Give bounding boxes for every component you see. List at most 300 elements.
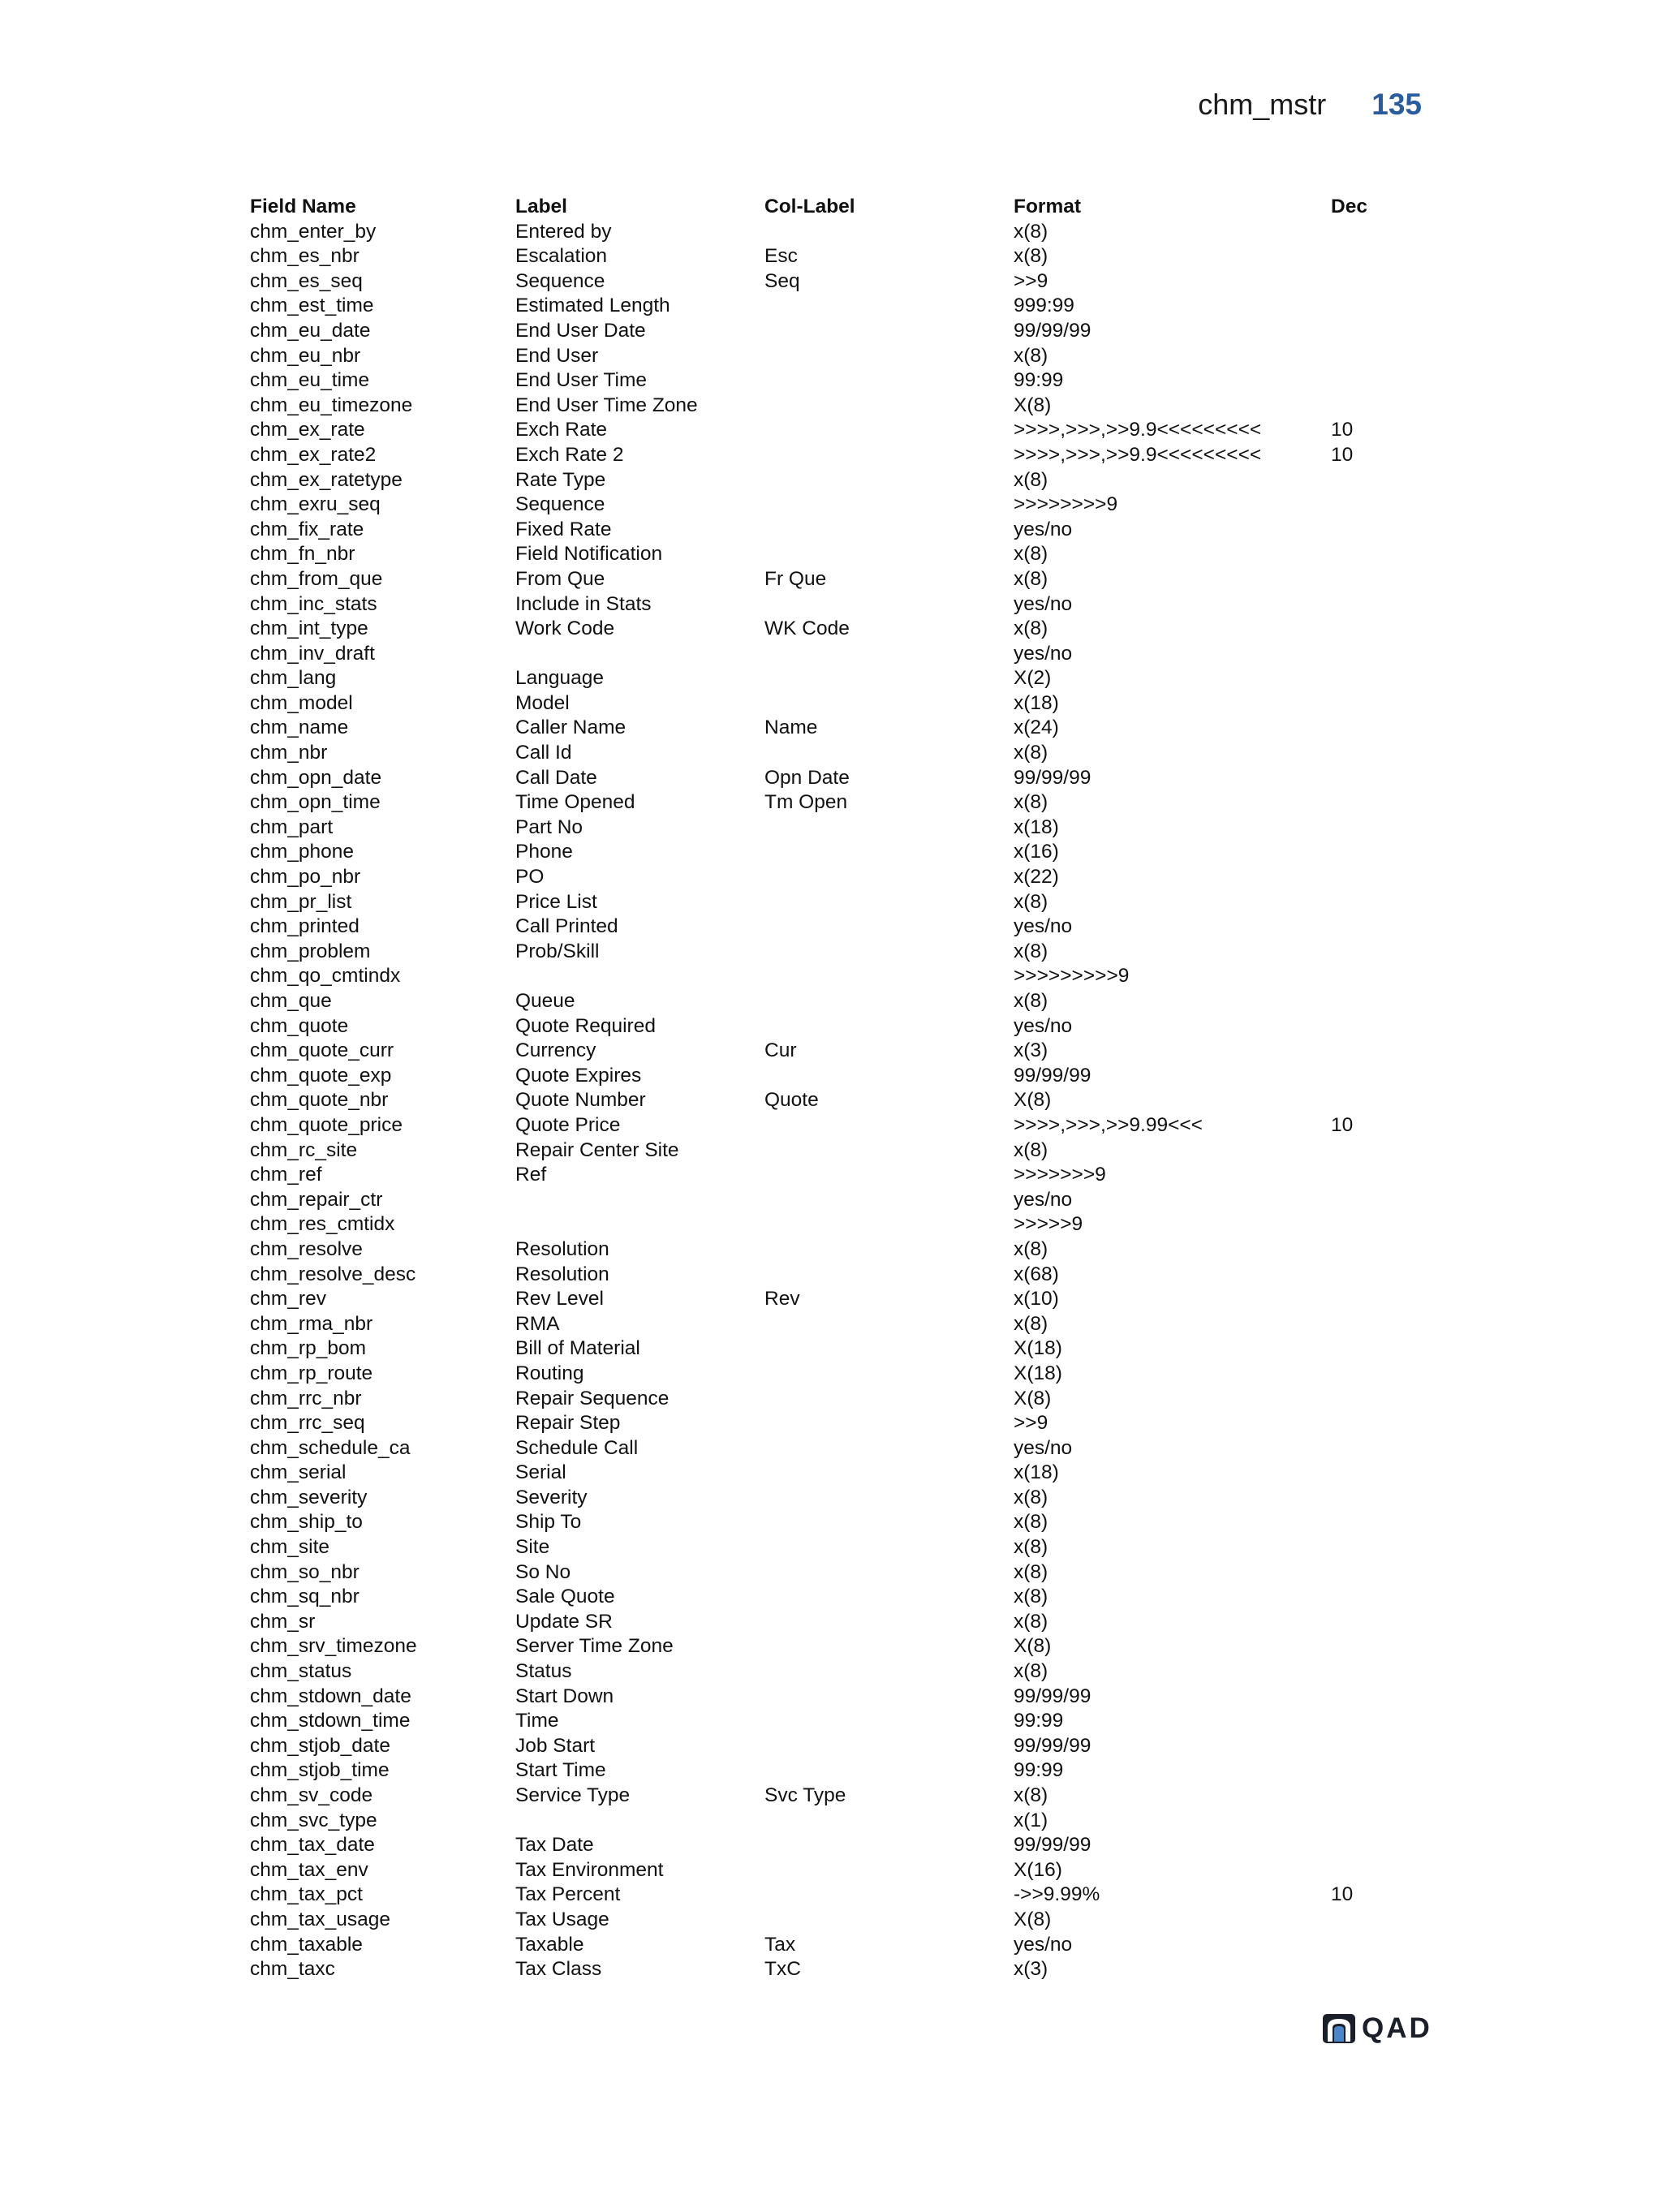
cell-label: Currency: [515, 1039, 596, 1062]
cell-field-name: chm_sv_code: [250, 1784, 373, 1806]
cell-format: X(8): [1014, 1635, 1052, 1658]
cell-col-label: [764, 319, 1014, 344]
table-row: [250, 890, 1396, 915]
cell-dec: [1331, 1163, 1396, 1188]
cell-format: x(8): [1014, 468, 1048, 491]
cell-col-label: [764, 344, 1014, 369]
cell-field-name: chm_phone: [250, 841, 355, 863]
cell-col-label: Rev: [764, 1288, 800, 1310]
cell-dec: [1331, 642, 1396, 667]
cell-dec: [1331, 1014, 1396, 1039]
cell-format: >>>>,>>>,>>9.99<<<: [1014, 1113, 1203, 1136]
cell-col-label: Svc Type: [764, 1784, 846, 1806]
cell-col-label: Tax: [764, 1933, 796, 1956]
table-row: [250, 468, 1396, 493]
table-row: [250, 940, 1396, 965]
cell-label: Estimated Length: [515, 295, 670, 317]
table-row: [250, 1212, 1396, 1237]
cell-label: End User Date: [515, 319, 646, 342]
cell-field-name: chm_es_seq: [250, 269, 363, 292]
cell-col-label: [764, 1113, 1014, 1138]
cell-label: Sequence: [515, 269, 605, 292]
cell-label: Site: [515, 1536, 550, 1559]
cell-field-name: chm_ex_rate2: [250, 443, 377, 466]
cell-field-name: chm_svc_type: [250, 1809, 377, 1831]
cell-label: Rev Level: [515, 1288, 604, 1310]
table-row: [250, 244, 1396, 269]
cell-col-label: [764, 1809, 1014, 1834]
cell-dec: [1331, 816, 1396, 841]
cell-dec: [1331, 964, 1396, 989]
cell-format: x(8): [1014, 1486, 1048, 1508]
table-row: [250, 790, 1396, 816]
cell-dec: [1331, 1387, 1396, 1412]
table-row: [250, 741, 1396, 766]
cell-label: Tax Percent: [515, 1883, 621, 1906]
cell-col-label: Cur: [764, 1039, 797, 1062]
table-row: [250, 1436, 1396, 1461]
cell-field-name: chm_quote_nbr: [250, 1089, 389, 1112]
cell-dec: [1331, 493, 1396, 518]
cell-format: >>>>>>>>>9: [1014, 965, 1130, 988]
cell-format: x(8): [1014, 1312, 1048, 1335]
cell-format: x(8): [1014, 1610, 1048, 1633]
table-row: [250, 1387, 1396, 1412]
cell-dec: [1331, 1263, 1396, 1288]
cell-label: Quote Required: [515, 1014, 656, 1037]
table-row: [250, 294, 1396, 319]
table-row: [250, 418, 1396, 443]
cell-col-label: [764, 443, 1014, 468]
table-row: [250, 592, 1396, 618]
cell-format: X(16): [1014, 1858, 1062, 1881]
cell-dec: [1331, 865, 1396, 890]
cell-col-label: [764, 1685, 1014, 1710]
cell-label: Tax Date: [515, 1834, 594, 1857]
cell-field-name: chm_rrc_nbr: [250, 1387, 362, 1409]
cell-col-label: [764, 1188, 1014, 1213]
cell-label: Call Date: [515, 766, 597, 789]
cell-field-name: chm_so_nbr: [250, 1560, 360, 1583]
cell-format: x(8): [1014, 567, 1048, 590]
cell-field-name: chm_fn_nbr: [250, 543, 355, 566]
cell-label: End User Time: [515, 369, 648, 392]
cell-field-name: chm_exru_seq: [250, 493, 381, 516]
cell-format: 99:99: [1014, 1759, 1064, 1782]
cell-dec: [1331, 790, 1396, 816]
cell-format: x(8): [1014, 890, 1048, 913]
cell-format: x(8): [1014, 220, 1048, 243]
cell-dec: [1331, 1709, 1396, 1734]
cell-field-name: chm_tax_usage: [250, 1908, 390, 1930]
cell-dec: [1331, 914, 1396, 940]
table-header-row: [250, 195, 1396, 220]
cell-label: Serial: [515, 1461, 566, 1484]
cell-col-label: Quote: [764, 1089, 819, 1112]
table-row: [250, 493, 1396, 518]
cell-col-label: Opn Date: [764, 766, 850, 789]
cell-label: [515, 1809, 764, 1834]
cell-field-name: chm_tax_date: [250, 1834, 375, 1857]
cell-dec: [1331, 294, 1396, 319]
cell-col-label: Fr Que: [764, 567, 827, 590]
cell-col-label: Seq: [764, 269, 800, 292]
cell-col-label: [764, 741, 1014, 766]
table-row: [250, 1957, 1396, 1982]
table-row: [250, 691, 1396, 717]
table-row: [250, 1634, 1396, 1659]
cell-format: yes/no: [1014, 1436, 1073, 1459]
cell-col-label: [764, 1833, 1014, 1858]
cell-col-label: [764, 1411, 1014, 1436]
cell-label: Repair Step: [515, 1412, 621, 1435]
cell-dec: [1331, 368, 1396, 394]
cell-format: yes/no: [1014, 518, 1073, 540]
table-row: [250, 865, 1396, 890]
cell-label: Work Code: [515, 618, 615, 640]
cell-format: X(8): [1014, 1387, 1052, 1409]
cell-label: Exch Rate: [515, 419, 608, 441]
cell-col-label: [764, 840, 1014, 865]
cell-col-label: [764, 1336, 1014, 1362]
table-row: [250, 914, 1396, 940]
cell-label: End User: [515, 344, 599, 367]
cell-col-label: [764, 1014, 1014, 1039]
cell-dec: 10: [1331, 443, 1354, 466]
cell-format: x(3): [1014, 1958, 1048, 1981]
cell-col-label: [764, 418, 1014, 443]
table-row: [250, 1113, 1396, 1138]
cell-label: RMA: [515, 1312, 560, 1335]
qad-logo-text: QAD: [1362, 2012, 1432, 2044]
cell-col-label: [764, 1734, 1014, 1759]
table-row: [250, 1585, 1396, 1610]
cell-dec: [1331, 269, 1396, 295]
cell-col-label: [764, 865, 1014, 890]
table-row: [250, 1933, 1396, 1958]
cell-col-label: [764, 1064, 1014, 1089]
cell-col-label: [764, 1237, 1014, 1263]
cell-format: x(8): [1014, 543, 1048, 566]
page-number: 135: [1371, 88, 1422, 121]
cell-field-name: chm_serial: [250, 1461, 347, 1484]
cell-dec: [1331, 394, 1396, 419]
cell-dec: [1331, 1312, 1396, 1337]
table-row: [250, 1709, 1396, 1734]
cell-label: Quote Price: [515, 1113, 621, 1136]
cell-field-name: chm_taxable: [250, 1933, 363, 1956]
cell-label: Rate Type: [515, 468, 606, 491]
cell-col-label: [764, 1610, 1014, 1635]
cell-format: x(18): [1014, 691, 1059, 714]
cell-label: Job Start: [515, 1734, 596, 1757]
cell-dec: [1331, 1560, 1396, 1586]
cell-dec: [1331, 1634, 1396, 1659]
column-header-dec: Dec: [1331, 196, 1367, 217]
cell-field-name: chm_qo_cmtindx: [250, 965, 401, 988]
cell-dec: [1331, 1064, 1396, 1089]
cell-dec: [1331, 1510, 1396, 1535]
cell-field-name: chm_lang: [250, 667, 337, 690]
cell-label: Call Id: [515, 742, 572, 764]
table-row: [250, 1784, 1396, 1809]
cell-format: x(8): [1014, 1511, 1048, 1534]
table-row: [250, 319, 1396, 344]
cell-format: x(8): [1014, 1784, 1048, 1806]
cell-field-name: chm_resolve: [250, 1237, 363, 1260]
cell-label: Status: [515, 1660, 572, 1683]
cell-format: yes/no: [1014, 1014, 1073, 1037]
cell-label: [515, 642, 764, 667]
table-row: [250, 1039, 1396, 1064]
cell-col-label: [764, 394, 1014, 419]
table-name-heading: chm_mstr: [1198, 88, 1327, 121]
table-row: [250, 964, 1396, 989]
cell-label: Quote Expires: [515, 1064, 642, 1087]
cell-col-label: [764, 1436, 1014, 1461]
cell-format: 99/99/99: [1014, 766, 1091, 789]
cell-col-label: [764, 1312, 1014, 1337]
cell-field-name: chm_printed: [250, 915, 360, 938]
cell-col-label: [764, 542, 1014, 567]
cell-format: yes/no: [1014, 642, 1073, 665]
table-row: [250, 1685, 1396, 1710]
cell-format: x(8): [1014, 1560, 1048, 1583]
cell-col-label: [764, 964, 1014, 989]
cell-field-name: chm_name: [250, 717, 349, 739]
cell-field-name: chm_nbr: [250, 742, 328, 764]
column-header-col-label: Col-Label: [764, 196, 855, 217]
cell-format: X(8): [1014, 1908, 1052, 1930]
cell-label: Service Type: [515, 1784, 631, 1806]
cell-col-label: [764, 493, 1014, 518]
cell-col-label: Esc: [764, 245, 798, 268]
table-row: [250, 1858, 1396, 1883]
cell-label: Prob/Skill: [515, 940, 600, 962]
cell-field-name: chm_rp_route: [250, 1362, 373, 1384]
cell-dec: [1331, 716, 1396, 741]
cell-col-label: TxC: [764, 1958, 801, 1981]
cell-label: Include in Stats: [515, 592, 652, 615]
cell-format: >>>>,>>>,>>9.9<<<<<<<<<: [1014, 443, 1262, 466]
cell-format: yes/no: [1014, 915, 1073, 938]
cell-dec: [1331, 1362, 1396, 1387]
table-row: [250, 394, 1396, 419]
cell-field-name: chm_rc_site: [250, 1138, 358, 1161]
cell-dec: 10: [1331, 1883, 1354, 1906]
table-row: [250, 666, 1396, 691]
cell-dec: [1331, 1486, 1396, 1511]
table-row: [250, 1659, 1396, 1685]
cell-dec: [1331, 220, 1396, 245]
cell-label: Sale Quote: [515, 1586, 615, 1608]
cell-field-name: chm_po_nbr: [250, 866, 361, 889]
cell-dec: [1331, 1461, 1396, 1486]
cell-dec: [1331, 1908, 1396, 1933]
field-definition-table: [250, 195, 1396, 1982]
cell-label: Tax Class: [515, 1958, 602, 1981]
cell-dec: [1331, 1833, 1396, 1858]
table-row: [250, 1088, 1396, 1113]
cell-format: >>9: [1014, 269, 1048, 292]
cell-label: Server Time Zone: [515, 1635, 674, 1658]
table-row: [250, 443, 1396, 468]
cell-label: Time: [515, 1710, 559, 1732]
cell-dec: [1331, 1336, 1396, 1362]
cell-format: x(8): [1014, 940, 1048, 962]
cell-field-name: chm_quote_curr: [250, 1039, 394, 1062]
cell-label: [515, 964, 764, 989]
cell-field-name: chm_eu_timezone: [250, 394, 413, 416]
cell-col-label: [764, 592, 1014, 618]
table-row: [250, 840, 1396, 865]
cell-field-name: chm_que: [250, 990, 332, 1012]
cell-format: 99/99/99: [1014, 1685, 1091, 1707]
cell-col-label: [764, 1461, 1014, 1486]
column-header-label: Label: [515, 196, 567, 217]
cell-col-label: [764, 940, 1014, 965]
cell-col-label: [764, 1560, 1014, 1586]
cell-col-label: [764, 1510, 1014, 1535]
cell-field-name: chm_ship_to: [250, 1511, 363, 1534]
cell-dec: [1331, 1610, 1396, 1635]
cell-dec: [1331, 1758, 1396, 1784]
cell-label: Caller Name: [515, 717, 626, 739]
cell-col-label: [764, 220, 1014, 245]
cell-format: >>>>,>>>,>>9.9<<<<<<<<<: [1014, 419, 1262, 441]
table-row: [250, 1237, 1396, 1263]
table-row: [250, 1908, 1396, 1933]
table-row: [250, 1486, 1396, 1511]
cell-format: x(10): [1014, 1288, 1059, 1310]
cell-col-label: [764, 1362, 1014, 1387]
cell-field-name: chm_eu_date: [250, 319, 371, 342]
cell-dec: [1331, 567, 1396, 592]
cell-col-label: [764, 1585, 1014, 1610]
cell-field-name: chm_tax_pct: [250, 1883, 363, 1906]
cell-field-name: chm_rrc_seq: [250, 1412, 365, 1435]
cell-field-name: chm_status: [250, 1660, 352, 1683]
cell-dec: [1331, 1188, 1396, 1213]
cell-field-name: chm_es_nbr: [250, 245, 360, 268]
cell-col-label: [764, 1883, 1014, 1908]
cell-col-label: [764, 1163, 1014, 1188]
qad-logo: [1323, 2012, 1432, 2045]
table-row: [250, 1883, 1396, 1908]
cell-col-label: [764, 1138, 1014, 1164]
cell-field-name: chm_opn_time: [250, 791, 381, 814]
table-row: [250, 766, 1396, 791]
cell-format: 99:99: [1014, 1710, 1064, 1732]
cell-col-label: [764, 1858, 1014, 1883]
cell-field-name: chm_rp_bom: [250, 1337, 366, 1360]
qad-arch-icon: [1323, 2014, 1355, 2043]
cell-label: Language: [515, 667, 605, 690]
cell-dec: [1331, 1858, 1396, 1883]
cell-format: 99/99/99: [1014, 1734, 1091, 1757]
cell-label: Schedule Call: [515, 1436, 639, 1459]
cell-label: Call Printed: [515, 915, 618, 938]
cell-label: Ref: [515, 1164, 547, 1186]
table-row: [250, 1336, 1396, 1362]
cell-format: 99:99: [1014, 369, 1064, 392]
cell-col-label: [764, 1486, 1014, 1511]
cell-col-label: WK Code: [764, 618, 850, 640]
cell-col-label: [764, 816, 1014, 841]
cell-label: Resolution: [515, 1263, 609, 1285]
cell-dec: [1331, 518, 1396, 543]
cell-dec: [1331, 1685, 1396, 1710]
cell-label: Queue: [515, 990, 575, 1012]
cell-format: x(3): [1014, 1039, 1048, 1062]
cell-dec: [1331, 666, 1396, 691]
table-row: [250, 1734, 1396, 1759]
cell-col-label: [764, 1758, 1014, 1784]
cell-field-name: chm_ex_ratetype: [250, 468, 403, 491]
cell-dec: [1331, 1039, 1396, 1064]
cell-format: x(18): [1014, 816, 1059, 838]
cell-field-name: chm_site: [250, 1536, 330, 1559]
cell-field-name: chm_rev: [250, 1288, 326, 1310]
cell-label: Sequence: [515, 493, 605, 516]
cell-label: Time Opened: [515, 791, 635, 814]
cell-col-label: [764, 890, 1014, 915]
cell-col-label: [764, 691, 1014, 717]
cell-dec: [1331, 766, 1396, 791]
cell-label: Repair Sequence: [515, 1387, 670, 1409]
cell-field-name: chm_eu_time: [250, 369, 370, 392]
cell-dec: [1331, 1436, 1396, 1461]
cell-col-label: Name: [764, 717, 818, 739]
cell-dec: [1331, 617, 1396, 642]
cell-format: ->>9.99%: [1014, 1883, 1100, 1906]
cell-dec: [1331, 1585, 1396, 1610]
cell-dec: 10: [1331, 1113, 1354, 1136]
cell-field-name: chm_res_cmtidx: [250, 1213, 395, 1236]
table-body: [250, 220, 1396, 1982]
cell-col-label: [764, 642, 1014, 667]
cell-format: x(8): [1014, 618, 1048, 640]
cell-field-name: chm_srv_timezone: [250, 1635, 417, 1658]
table-row: [250, 1312, 1396, 1337]
cell-format: x(8): [1014, 1536, 1048, 1559]
cell-label: Tax Environment: [515, 1858, 664, 1881]
cell-format: 99/99/99: [1014, 1834, 1091, 1857]
cell-col-label: [764, 1387, 1014, 1412]
cell-label: [515, 1188, 764, 1213]
cell-col-label: [764, 989, 1014, 1014]
table-row: [250, 269, 1396, 295]
cell-dec: 10: [1331, 419, 1354, 441]
table-row: [250, 1263, 1396, 1288]
cell-col-label: [764, 1212, 1014, 1237]
table-row: [250, 1287, 1396, 1312]
table-row: [250, 989, 1396, 1014]
cell-format: x(16): [1014, 841, 1059, 863]
cell-dec: [1331, 940, 1396, 965]
cell-field-name: chm_repair_ctr: [250, 1188, 383, 1211]
table-row: [250, 1535, 1396, 1560]
cell-label: Start Down: [515, 1685, 614, 1707]
table-row: [250, 1809, 1396, 1834]
cell-label: Start Time: [515, 1759, 606, 1782]
cell-dec: [1331, 592, 1396, 618]
cell-dec: [1331, 1734, 1396, 1759]
cell-field-name: chm_quote: [250, 1014, 349, 1037]
cell-label: Repair Center Site: [515, 1138, 679, 1161]
cell-col-label: [764, 1263, 1014, 1288]
table-row: [250, 1560, 1396, 1586]
